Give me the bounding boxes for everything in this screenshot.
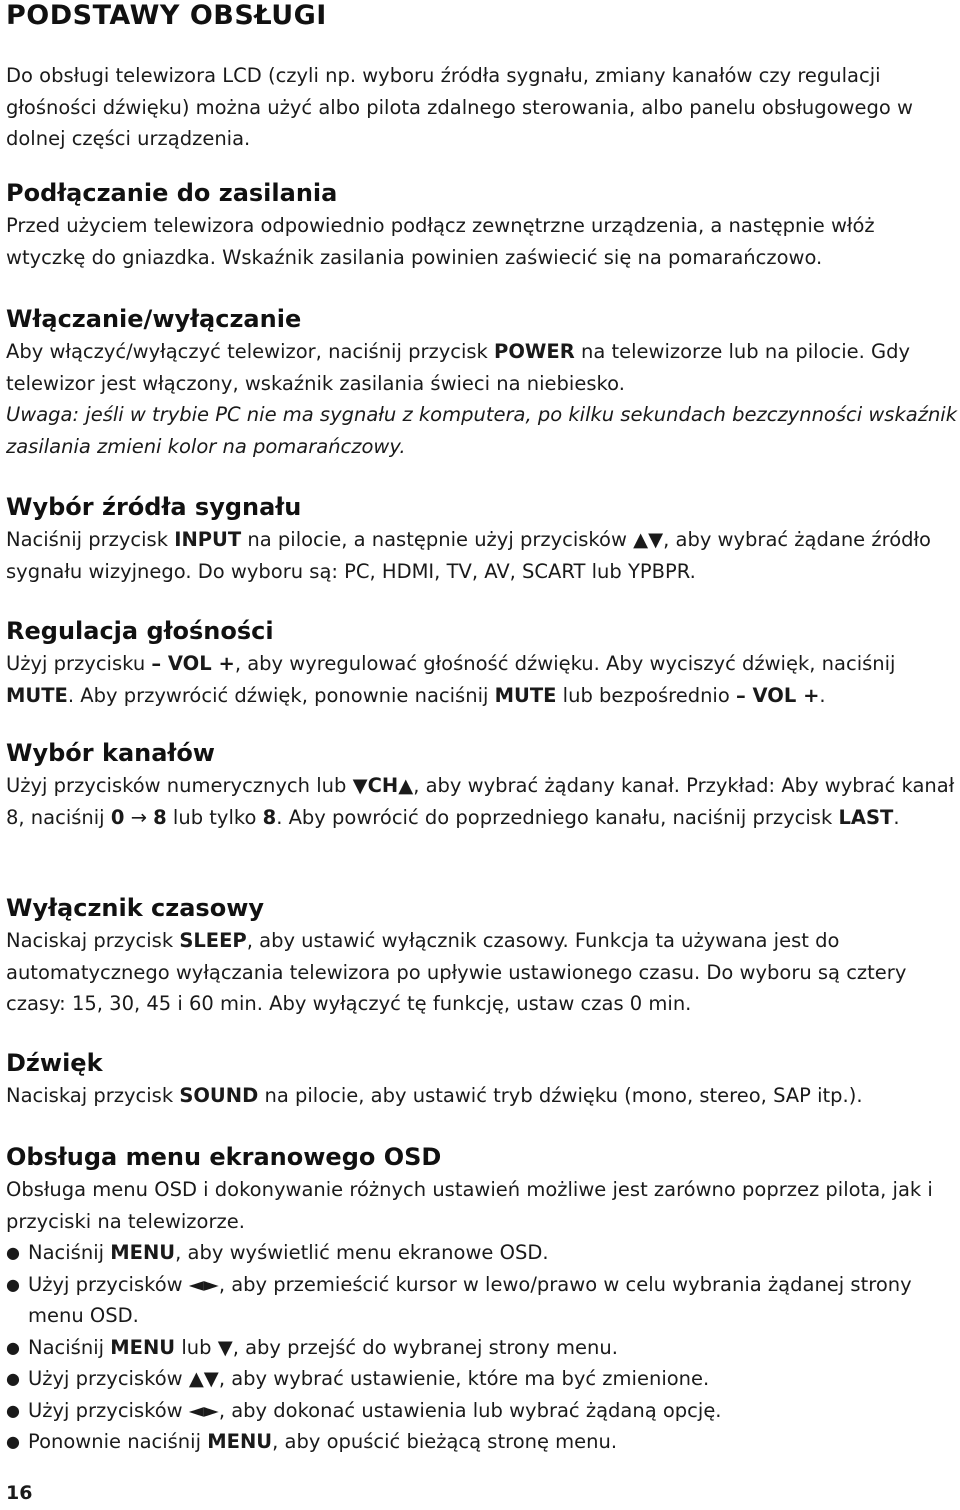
ch-key-label: ▼CH▲ [352, 774, 414, 797]
left-right-arrows-icon: ◄► [188, 1398, 219, 1422]
digit-key-label: 8 [262, 805, 277, 829]
section-source [6, 490, 958, 587]
vol-key-label: – VOL + [735, 683, 820, 707]
section-text: Obsługa menu OSD i dokonywanie różnych ustawień możliwe jest zarówno poprzez pilota, jak i przyciski na telewizorze. [6, 1178, 933, 1233]
section-channels [6, 736, 958, 833]
menu-key-label: MENU [110, 1335, 176, 1359]
text-segment: Naciskaj przycisk [6, 1084, 180, 1107]
section-heading: Dźwięk [6, 1049, 103, 1077]
text-segment: . [893, 805, 900, 829]
section-power-connect [6, 176, 958, 273]
text-segment: . Aby przywrócić dźwięk, ponownie naciśnij [67, 683, 495, 707]
vol-key-label: – VOL + [151, 652, 235, 675]
section-text [6, 925, 958, 1020]
sleep-key-label: SLEEP [179, 929, 247, 952]
page-number: 16 [6, 1482, 33, 1504]
section-osd [6, 1140, 958, 1458]
digit-key-label: 8 [153, 805, 167, 829]
text-segment: lub bezpośrednio [556, 683, 736, 707]
list-item [6, 1426, 958, 1458]
section-heading: Włączanie/wyłączanie [6, 305, 302, 333]
input-key-label: INPUT [174, 528, 242, 551]
up-down-arrows-icon: ▲▼ [633, 528, 664, 551]
text-segment: lub [175, 1335, 218, 1359]
section-on-off [6, 302, 958, 462]
text-segment: , aby wybrać żądany kanał. Przykład: Aby wybrać kanał 8, naciśnij [6, 774, 955, 829]
power-key-label: POWER [494, 340, 575, 363]
section-heading: Regulacja głośności [6, 617, 274, 645]
list-item [6, 1395, 958, 1427]
bullet-icon: ● [6, 1243, 20, 1262]
text-segment: . Aby powrócić do poprzedniego kanału, naciśnij przycisk [276, 805, 839, 829]
last-key-label: LAST [838, 805, 894, 829]
text-segment: Naciskaj przycisk [6, 929, 180, 952]
menu-key-label: MENU [207, 1430, 273, 1453]
section-heading: Obsługa menu ekranowego OSD [6, 1143, 442, 1171]
section-sound [6, 1046, 958, 1112]
intro-paragraph: Do obsługi telewizora LCD (czyli np. wyboru źródła sygnału, zmiany kanałów czy regulacji głośności dźwięku) można użyć albo pilota zdalnego sterowania, albo panelu obsługowego w dolnej części urządzenia. [6, 64, 913, 150]
right-arrow-icon: → [124, 805, 154, 829]
text-segment: Naciśnij [28, 1335, 111, 1359]
text-segment: , aby wyświetlić menu ekranowe OSD. [175, 1241, 549, 1264]
bullet-icon: ● [6, 1337, 20, 1357]
note-label: Uwaga: [6, 403, 80, 426]
list-item [6, 1363, 958, 1395]
section-heading: Wybór kanałów [6, 739, 215, 767]
left-right-arrows-icon: ◄► [188, 1272, 219, 1296]
section-text [6, 1080, 958, 1112]
list-item [6, 1332, 958, 1364]
text-segment: , aby dokonać ustawienia lub wybrać żądaną opcję. [218, 1398, 722, 1422]
text-segment: jeśli w trybie PC nie ma sygnału z komputera, po kilku sekundach bezczynności wskaźnik zasilania zmieni kolor na pomarańczowy. [6, 403, 958, 458]
text-segment: Naciśnij [28, 1241, 111, 1264]
mute-key-label: MUTE [494, 683, 557, 707]
text-segment: Naciśnij przycisk [6, 528, 175, 551]
text-segment: Użyj przycisków [28, 1367, 189, 1390]
up-down-arrows-icon: ▲▼ [188, 1367, 219, 1390]
bullet-icon: ● [6, 1400, 20, 1420]
text-segment: Aby włączyć/wyłączyć telewizor, naciśnij przycisk [6, 340, 495, 363]
menu-key-label: MENU [110, 1241, 176, 1264]
section-heading: Wybór źródła sygnału [6, 493, 302, 521]
text-segment: , aby opuścić bieżącą stronę menu. [272, 1430, 618, 1453]
page-title: PODSTAWY OBSŁUGI [6, 0, 327, 31]
section-text [6, 770, 958, 833]
text-segment: na telewizorze lub na pilocie. Gdy telewizor jest włączony, wskaźnik zasilania świeci na niebiesko. [6, 340, 911, 395]
text-segment: , aby przejść do wybranej strony menu. [232, 1335, 618, 1359]
text-segment: , aby wyregulować głośność dźwięku. Aby wyciszyć dźwięk, naciśnij [234, 652, 896, 675]
text-segment: Ponownie naciśnij [28, 1430, 208, 1453]
section-sleep [6, 891, 958, 1020]
osd-steps-list [6, 1237, 958, 1458]
bullet-icon: ● [6, 1274, 20, 1294]
section-text [6, 336, 958, 399]
text-segment: lub tylko [166, 805, 263, 829]
bullet-icon: ● [6, 1432, 20, 1451]
text-segment: Użyj przycisków numerycznych lub [6, 774, 353, 797]
section-volume [6, 614, 958, 711]
section-text [6, 524, 958, 587]
text-segment: , aby wybrać żądane źródło sygnału wizyjnego. Do wyboru są: PC, HDMI, TV, AV, SCART lub YPBPR. [6, 528, 931, 583]
section-text [6, 648, 958, 711]
text-segment: , aby ustawić wyłącznik czasowy. Funkcja ta używana jest do automatycznego wyłączania telewizora po upływie ustawionego czasu. Do wyboru są cztery czasy: 15, 30, 45 i 60 min. Aby wyłączyć tę funkcję, ustaw czas 0 min. [6, 929, 907, 1015]
text-segment: na pilocie, a następnie użyj przycisków [241, 528, 634, 551]
down-arrow-icon: ▼ [217, 1335, 233, 1359]
section-heading: Podłączanie do zasilania [6, 179, 338, 207]
mute-key-label: MUTE [6, 683, 68, 707]
text-segment: na pilocie, aby ustawić tryb dźwięku (mono, stereo, SAP itp.). [258, 1084, 863, 1107]
digit-key-label: 0 [110, 805, 125, 829]
text-segment: , aby przemieścić kursor w lewo/prawo w celu wybrania żądanej strony menu OSD. [28, 1272, 912, 1327]
section-text: Przed użyciem telewizora odpowiednio podłącz zewnętrzne urządzenia, a następnie włóż wtyczkę do gniazdka. Wskaźnik zasilania powinien zaświecić się na pomarańczowo. [6, 214, 875, 269]
text-segment: Użyj przycisku [6, 652, 152, 675]
list-item [6, 1237, 958, 1269]
text-segment: Użyj przycisków [28, 1398, 189, 1422]
sound-key-label: SOUND [179, 1084, 259, 1107]
text-segment: . [819, 683, 826, 707]
text-segment: , aby wybrać ustawienie, które ma być zmienione. [218, 1367, 710, 1390]
text-segment: Użyj przycisków [28, 1272, 189, 1296]
bullet-icon: ● [6, 1369, 20, 1388]
note-text [6, 399, 958, 462]
section-heading: Wyłącznik czasowy [6, 894, 265, 922]
list-item [6, 1269, 958, 1332]
